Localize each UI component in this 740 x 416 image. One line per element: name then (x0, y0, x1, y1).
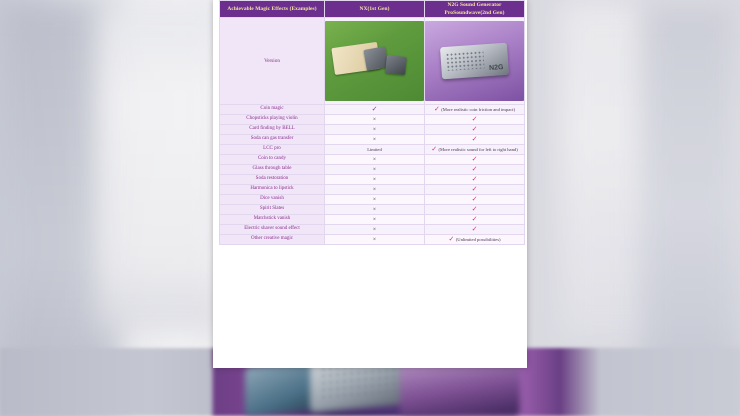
row-label-version: Version (220, 18, 325, 105)
table-row (220, 195, 525, 205)
row-label-electric-shaver-sound-effect: Electric shaver sound effect (220, 225, 325, 235)
cell-n2g-coin-magic (425, 105, 525, 115)
cell-n2g-glass-through-table (425, 165, 525, 175)
table-row (220, 135, 525, 145)
table-row (220, 205, 525, 215)
cell-nx-harmonica-to-lipstick (325, 185, 425, 195)
value-mark: × (372, 236, 377, 243)
cell-n2g-matchstick-vanish (425, 215, 525, 225)
table-row (220, 155, 525, 165)
cell-nx-electric-shaver-sound-effect (325, 225, 425, 235)
cell-n2g-soda-restoration (425, 175, 525, 185)
header-nx-gen1: NX(1st Gen) (325, 1, 425, 18)
row-label-soda-can-gas-transfer: Soda can gas transfer (220, 135, 325, 145)
cell-nx-other-creative-magic (325, 235, 425, 245)
table-header-row (220, 1, 525, 18)
value-mark: × (372, 176, 377, 183)
row-label-soda-restoration: Soda restoration (220, 175, 325, 185)
table-row (220, 165, 525, 175)
cell-nx-card-finding-bell (325, 125, 425, 135)
value-mark: × (372, 136, 377, 143)
value-mark: × (372, 206, 377, 213)
cell-nx-soda-can-gas-transfer (325, 135, 425, 145)
header-n2g-gen2: N2G Sound Generator ProSoundwave(2nd Gen) (425, 1, 525, 18)
row-label-chopsticks-violin: Chopsticks playing violin (220, 115, 325, 125)
row-label-harmonica-to-lipstick: Harmonica to lipstick (220, 185, 325, 195)
value-mark: × (372, 196, 377, 203)
cell-n2g-spirit-slates (425, 205, 525, 215)
row-label-other-creative-magic: Other creative magic (220, 235, 325, 245)
photo-device-body (440, 43, 509, 80)
table-header (220, 1, 525, 18)
comparison-document-sheet (213, 0, 527, 368)
photo-brand-logo: N2G (488, 63, 504, 72)
comparison-table (219, 0, 525, 245)
value-mark: ✓ (471, 205, 478, 214)
value-mark: Limited (367, 146, 382, 152)
table-row (220, 115, 525, 125)
photo-device-element-1 (363, 47, 388, 71)
row-label-dice-vanish: Dice vanish (220, 195, 325, 205)
value-mark: × (372, 126, 377, 133)
row-label-matchstick-vanish: Matchstick vanish (220, 215, 325, 225)
value-mark: ✓ (433, 105, 440, 114)
cell-n2g-other-creative-magic (425, 235, 525, 245)
cell-nx-spirit-slates (325, 205, 425, 215)
cell-nx-dice-vanish (325, 195, 425, 205)
cell-nx-matchstick-vanish (325, 215, 425, 225)
table-row (220, 18, 525, 105)
cell-n2g-harmonica-to-lipstick (425, 185, 525, 195)
value-note: (More realistic coin friction and impact) (441, 107, 516, 113)
row-label-card-finding-bell: Card finding by BELL (220, 125, 325, 135)
cell-n2g-photo (425, 18, 525, 105)
value-mark: ✓ (448, 235, 455, 244)
cell-nx-coin-to-candy (325, 155, 425, 165)
photo-device-element-2 (386, 55, 408, 75)
value-mark: ✓ (371, 105, 378, 114)
table-row (220, 225, 525, 235)
cell-nx-chopsticks-violin (325, 115, 425, 125)
cell-n2g-electric-shaver-sound-effect (425, 225, 525, 235)
table-row (220, 215, 525, 225)
value-mark: ✓ (471, 185, 478, 194)
value-mark: ✓ (471, 115, 478, 124)
value-mark: ✓ (431, 145, 438, 154)
header-effects: Achievable Magic Effects (Examples) (220, 1, 325, 18)
nx-device-on-green-mat-photo (325, 21, 424, 101)
n2g-prosoundwave-device-photo (425, 21, 524, 101)
value-note: (Unlimited possibilities) (455, 237, 501, 243)
row-label-lcc-pro: LCC pro (220, 145, 325, 155)
row-label-coin-magic: Coin magic (220, 105, 325, 115)
cell-nx-lcc-pro (325, 145, 425, 155)
cell-nx-photo (325, 18, 425, 105)
comparison-table-wrapper (219, 0, 521, 245)
table-row (220, 125, 525, 135)
background-blur-left-panel (95, 0, 225, 330)
value-mark: ✓ (471, 165, 478, 174)
value-mark: ✓ (471, 225, 478, 234)
cell-nx-glass-through-table (325, 165, 425, 175)
value-mark: × (372, 186, 377, 193)
value-mark: ✓ (471, 125, 478, 134)
table-row (220, 175, 525, 185)
table-row (220, 105, 525, 115)
cell-n2g-soda-can-gas-transfer (425, 135, 525, 145)
table-row (220, 145, 525, 155)
cell-nx-soda-restoration (325, 175, 425, 185)
table-row (220, 185, 525, 195)
photo-speaker-grid (446, 50, 485, 71)
value-mark: × (372, 156, 377, 163)
value-mark: ✓ (471, 175, 478, 184)
cell-n2g-chopsticks-violin (425, 115, 525, 125)
value-mark: × (372, 226, 377, 233)
value-mark: ✓ (471, 155, 478, 164)
cell-n2g-dice-vanish (425, 195, 525, 205)
row-label-spirit-slates: Spirit Slates (220, 205, 325, 215)
cell-n2g-card-finding-bell (425, 125, 525, 135)
cell-n2g-coin-to-candy (425, 155, 525, 165)
value-mark: ✓ (471, 135, 478, 144)
value-mark: ✓ (471, 195, 478, 204)
cell-nx-coin-magic (325, 105, 425, 115)
value-mark: × (372, 116, 377, 123)
value-mark: × (372, 216, 377, 223)
row-label-glass-through-table: Glass through table (220, 165, 325, 175)
value-mark: × (372, 166, 377, 173)
value-mark: ✓ (471, 215, 478, 224)
table-row (220, 235, 525, 245)
cell-n2g-lcc-pro (425, 145, 525, 155)
row-label-coin-to-candy: Coin to candy (220, 155, 325, 165)
value-note: (More realistic sound for left to right hand) (438, 147, 518, 153)
table-body (220, 18, 525, 245)
